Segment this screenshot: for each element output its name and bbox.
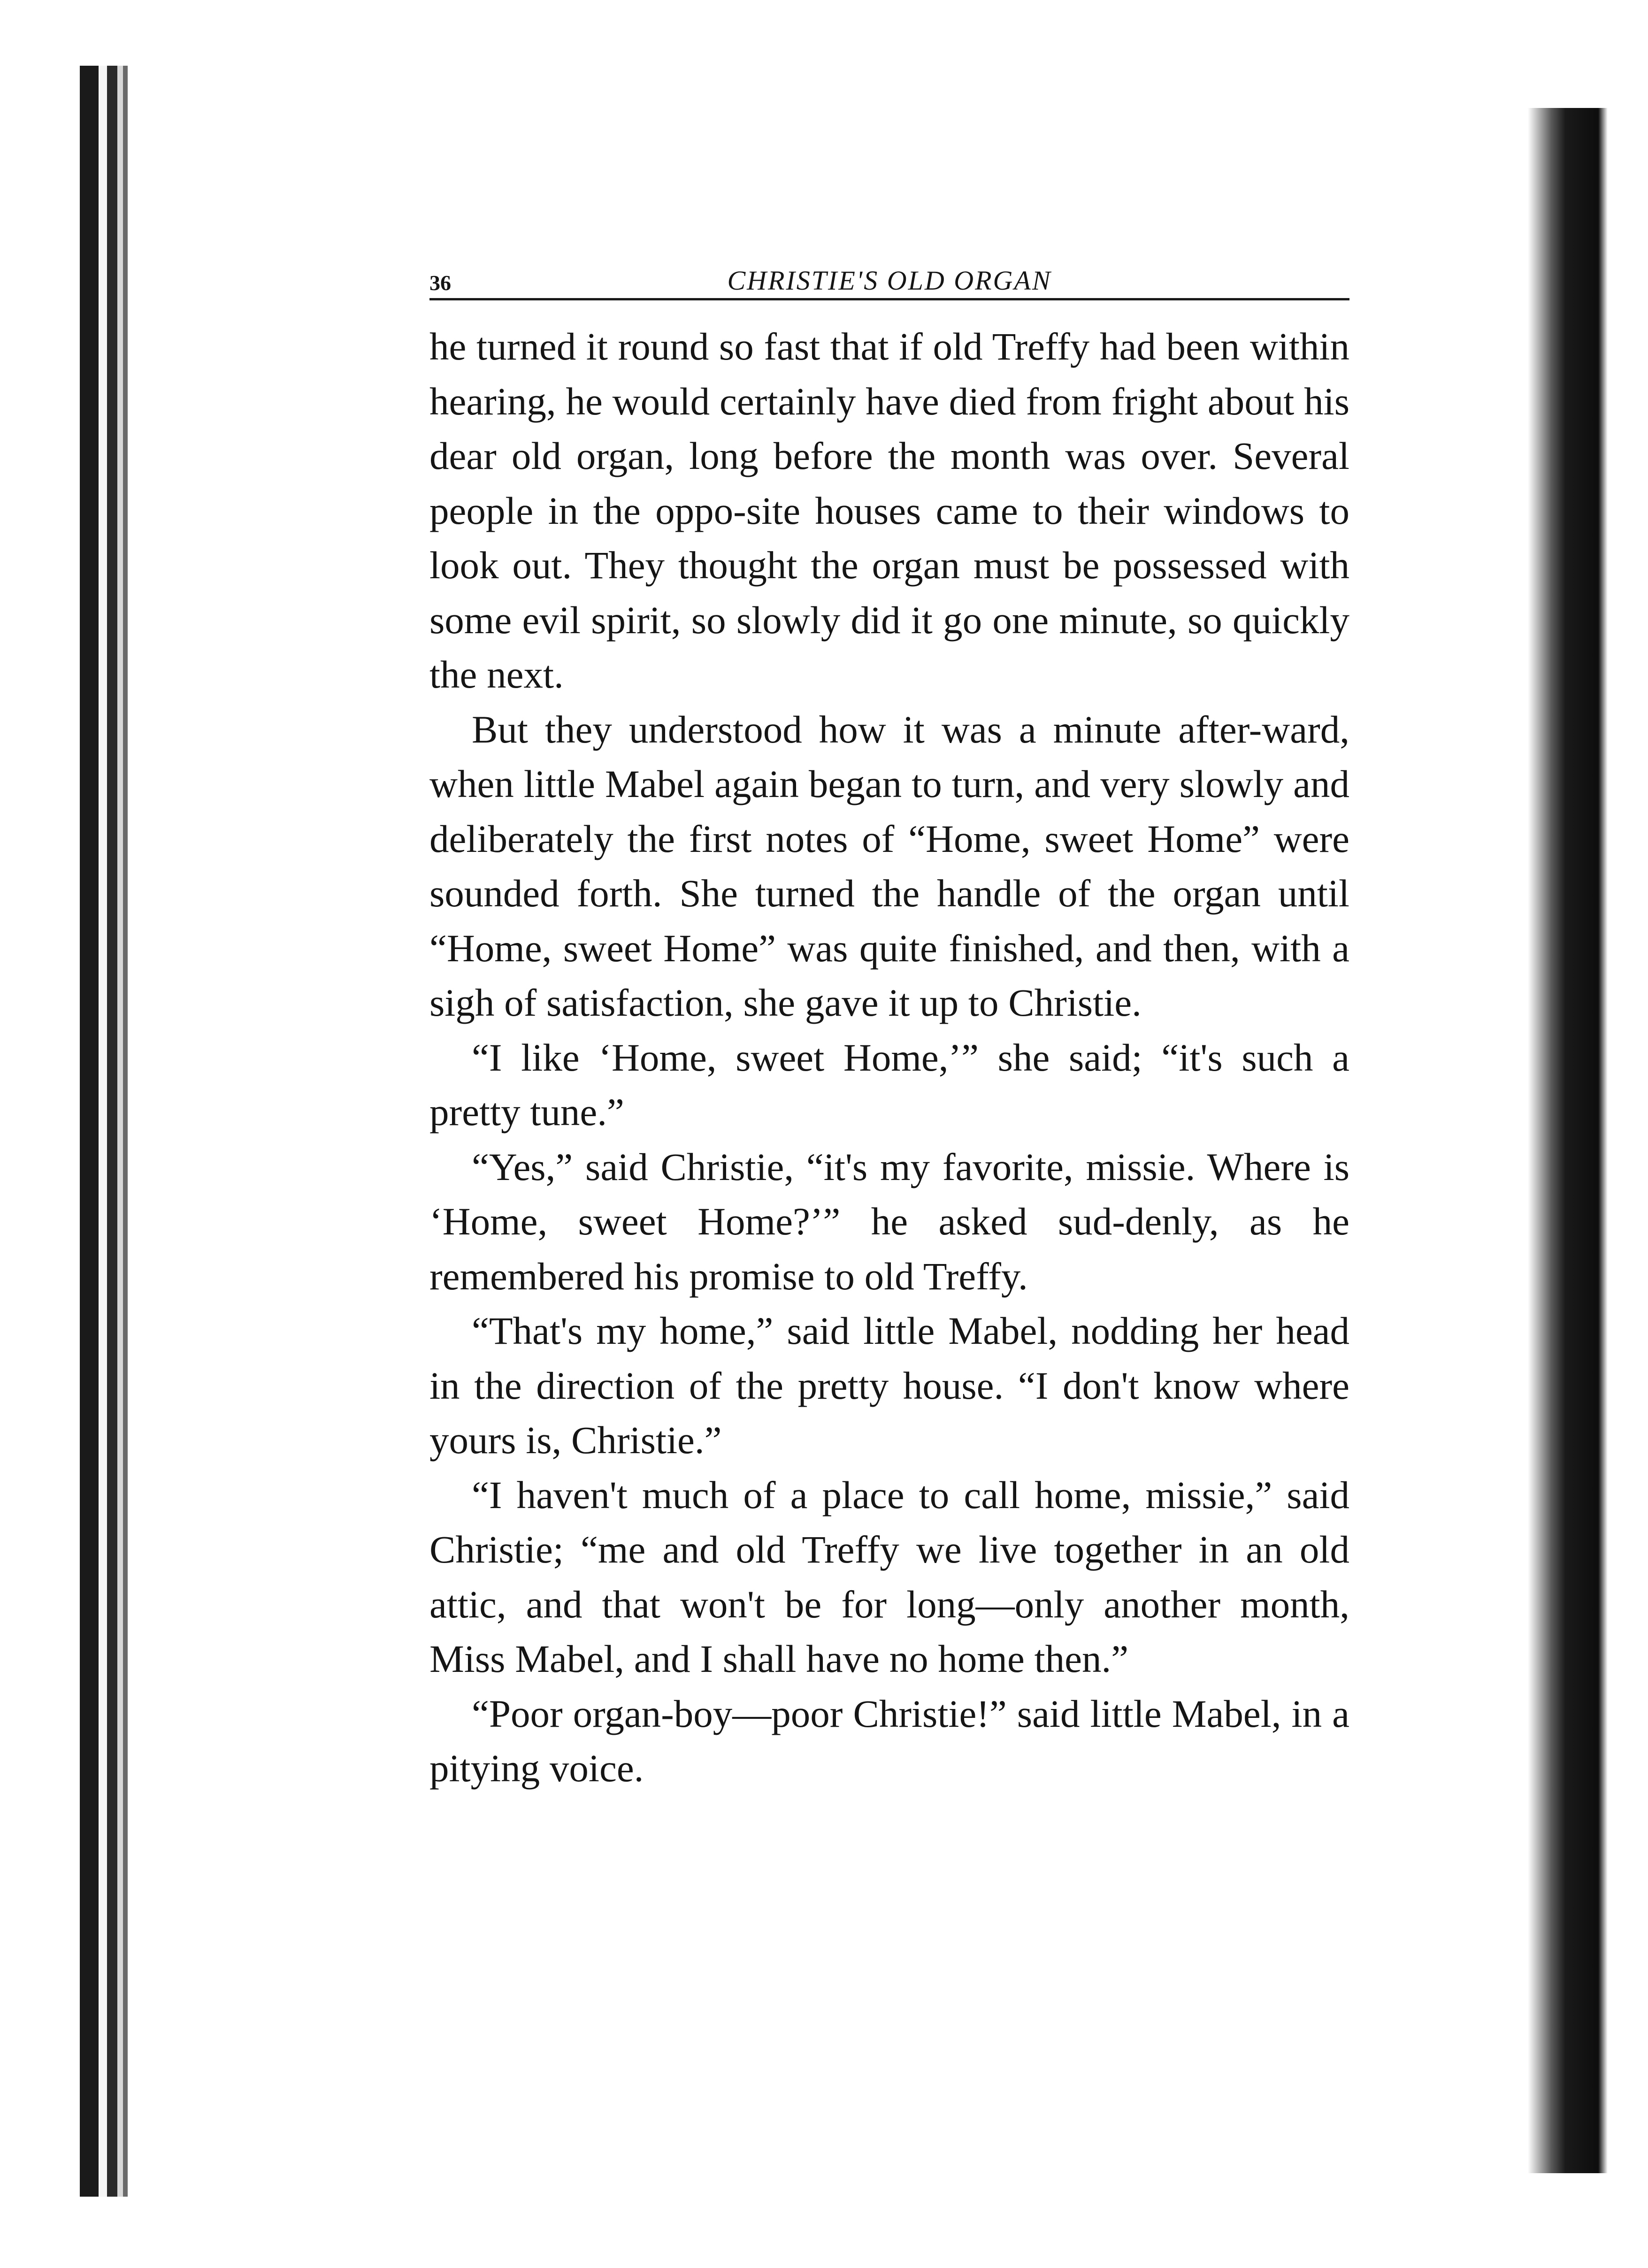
body-text [429,319,1349,1796]
paragraph: “That's my home,” said little Mabel, nodding her head in the direction of the pretty house. “I don't know where yours is, Christie.” [429,1309,1349,1462]
page-number: 36 [429,271,451,295]
paragraph: “Poor organ-boy—poor Christie!” said little Mabel, in a pitying voice. [429,1692,1349,1790]
paragraph: “I like ‘Home, sweet Home,’” she said; “it's such a pretty tune.” [429,1035,1349,1134]
paragraph: But they understood how it was a minute after-ward, when little Mabel again began to turn, and very slowly and deliberately the first notes of “Home, sweet Home” were sounded forth. She turned the handle of the organ until “Home, sweet Home” was quite finished, and then, with a sigh of satisfaction, she gave it up to Christie. [429,707,1349,1024]
running-title: CHRISTIE'S OLD ORGAN [727,265,1052,296]
paragraph: “Yes,” said Christie, “it's my favorite, missie. Where is ‘Home, sweet Home?’” he asked sud-denly, as he remembered his promise to old Treffy. [429,1145,1349,1298]
paragraph-continued: he turned it round so fast that if old Treffy had been within hearing, he would certainly have died from fright about his dear old organ, long before the month was over. Several people in the oppo-site houses came to their windows to look out. They thought the organ must be possessed with some evil spirit, so slowly did it go one minute, so quickly the next. [429,325,1349,696]
scan-binding-edge-right [1528,108,1608,2173]
page-header [429,265,1349,300]
paragraph: “I haven't much of a place to call home, missie,” said Christie; “me and old Treffy we live together in an old attic, and that won't be for long—only another month, Miss Mabel, and I shall have no home then.” [429,1473,1349,1680]
scan-binding-edge-left [70,66,136,2197]
